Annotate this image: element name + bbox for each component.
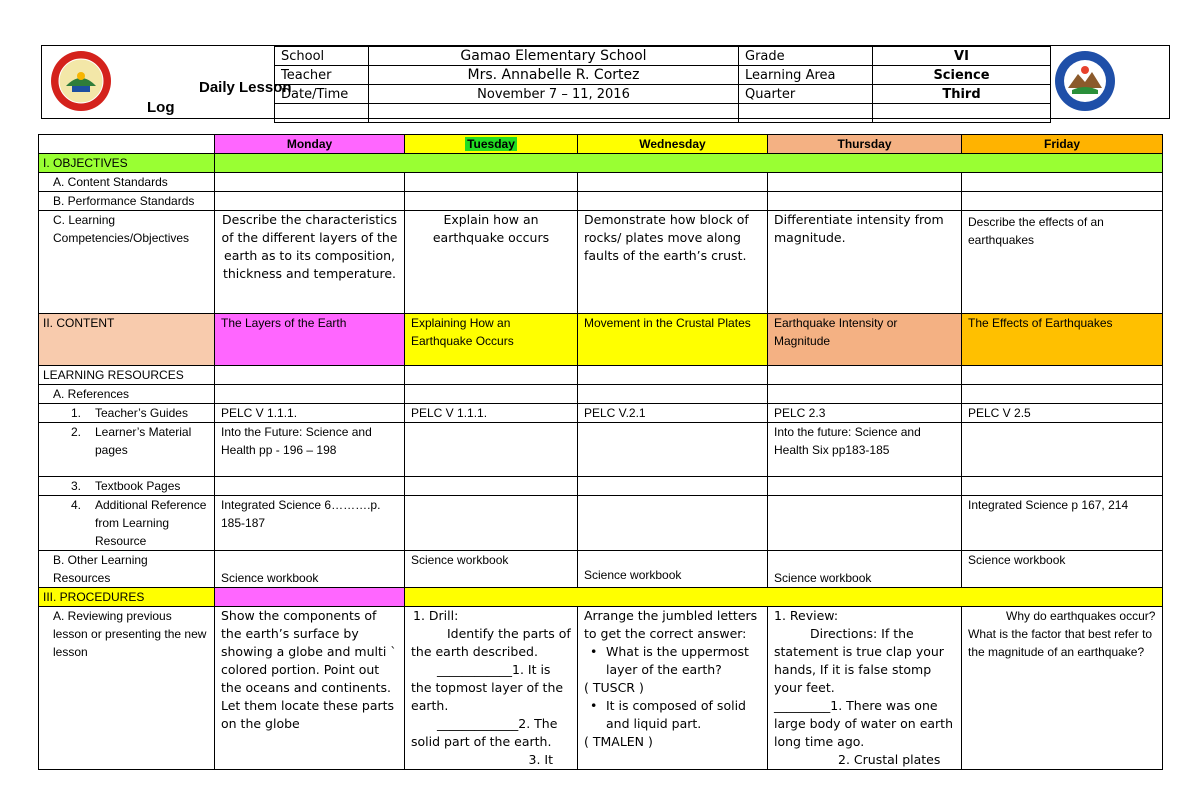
content-row: [39, 314, 1163, 366]
lm-tuesday: [405, 423, 578, 477]
references-row: [39, 385, 1163, 404]
school-value: Gamao Elementary School: [369, 47, 739, 66]
grade-label: Grade: [739, 47, 873, 66]
ar-tuesday: [405, 496, 578, 551]
lm-friday: [962, 423, 1163, 477]
content-wednesday: Movement in the Crustal Plates: [578, 314, 768, 366]
review-thursday: 1. Review: Directions: If the statement is true clap your hands, If it is false stomp your feet. _________1. There was one large body of water on earth long time ago. 2. Crustal plates: [768, 607, 962, 770]
review-friday: Why do earthquakes occur? What is the factor that best refer to the magnitude of an earthquake?: [962, 607, 1163, 770]
lm-monday: Into the Future: Science and Health pp - 196 – 198: [215, 423, 405, 477]
teachers-guide-label: 1. Teacher’s Guides: [39, 404, 215, 423]
content-standards-label: A. Content Standards: [39, 173, 215, 192]
quarter-label: Quarter: [739, 85, 873, 104]
review-wednesday: Arrange the jumbled letters to get the correct answer: • What is the uppermost layer of the earth? ( TUSCR ) • It is composed of solid and liquid part. ( TMALEN ): [578, 607, 768, 770]
content-tuesday: Explaining How an Earthquake Occurs: [405, 314, 578, 366]
datetime-value: November 7 – 11, 2016: [369, 85, 739, 104]
ar-thursday: [768, 496, 962, 551]
review-tuesday: 1. Drill: Identify the parts of the earth described. ____________1. It is the topmost layer of the earth. _____________2. The solid part of the earth. 3. It: [405, 607, 578, 770]
learning-area-value: Science: [873, 66, 1051, 85]
other-thursday: Science workbook: [768, 551, 962, 588]
day-friday: Friday: [962, 135, 1163, 154]
other-resources-label: B. Other Learning Resources: [39, 551, 215, 588]
competency-friday: Describe the effects of an earthquakes: [962, 211, 1163, 314]
content-standards-row: [39, 173, 1163, 192]
textbook-pages-label: 3. Textbook Pages: [39, 477, 215, 496]
corner-cell: [39, 135, 215, 154]
content-friday: The Effects of Earthquakes: [962, 314, 1163, 366]
teacher-label: Teacher: [275, 66, 369, 85]
other-tuesday: Science workbook: [405, 551, 578, 588]
content-label: II. CONTENT: [39, 314, 215, 366]
additional-reference-row: [39, 496, 1163, 551]
empty-cell: [739, 104, 873, 123]
review-label: A. Reviewing previous lesson or presenting the new lesson: [39, 607, 215, 770]
day-header-row: [39, 135, 1163, 154]
learners-material-row: [39, 423, 1163, 477]
procedures-label: III. PROCEDURES: [39, 588, 215, 607]
competency-wednesday: Demonstrate how block of rocks/ plates move along faults of the earth’s crust.: [578, 211, 768, 314]
teachers-guide-row: [39, 404, 1163, 423]
content-monday: The Layers of the Earth: [215, 314, 405, 366]
learning-resources-label: LEARNING RESOURCES: [39, 366, 215, 385]
competencies-label: C. Learning Competencies/Objectives: [39, 211, 215, 314]
lm-thursday: Into the future: Science and Health Six pp183-185: [768, 423, 962, 477]
competency-monday: Describe the characteristics of the different layers of the earth as to its composition, thickness and temperature.: [215, 211, 405, 314]
day-tuesday-label: Tuesday: [467, 137, 515, 151]
lesson-log-table: [38, 134, 1163, 770]
tg-wednesday: PELC V.2.1: [578, 404, 768, 423]
tg-monday: PELC V 1.1.1.: [215, 404, 405, 423]
objectives-band: [215, 154, 1163, 173]
competency-thursday: Differentiate intensity from magnitude.: [768, 211, 962, 314]
procedures-row: [39, 588, 1163, 607]
day-monday: Monday: [215, 135, 405, 154]
empty-cell: [275, 104, 369, 123]
procedures-band: [405, 588, 1163, 607]
tg-thursday: PELC 2.3: [768, 404, 962, 423]
textbook-pages-row: [39, 477, 1163, 496]
competencies-row: [39, 211, 1163, 314]
other-wednesday: Science workbook: [578, 551, 768, 588]
day-thursday: Thursday: [768, 135, 962, 154]
quarter-value: Third: [873, 85, 1051, 104]
grade-value: VI: [873, 47, 1051, 66]
objectives-row: [39, 154, 1163, 173]
datetime-label: Date/Time: [275, 85, 369, 104]
ar-friday: Integrated Science p 167, 214: [962, 496, 1163, 551]
additional-reference-label: 4. Additional Reference from Learning Resource: [39, 496, 215, 551]
teacher-value: Mrs. Annabelle R. Cortez: [369, 66, 739, 85]
header-info-grid: [274, 46, 1051, 123]
references-label: A. References: [39, 385, 215, 404]
other-friday: Science workbook: [962, 551, 1163, 588]
objectives-label: I. OBJECTIVES: [39, 154, 215, 173]
deped-seal-icon: [50, 50, 112, 112]
other-resources-row: [39, 551, 1163, 588]
performance-standards-label: B. Performance Standards: [39, 192, 215, 211]
day-wednesday: Wednesday: [578, 135, 768, 154]
review-monday: Show the components of the earth’s surface by showing a globe and multi ` colored portion. Point out the oceans and continents. Let them locate these parts on the globe: [215, 607, 405, 770]
empty-cell: [369, 104, 739, 123]
tg-tuesday: PELC V 1.1.1.: [405, 404, 578, 423]
bullet-icon: •: [590, 698, 598, 713]
lm-wednesday: [578, 423, 768, 477]
learning-area-label: Learning Area: [739, 66, 873, 85]
content-thursday: Earthquake Intensity or Magnitude: [768, 314, 962, 366]
procedures-monday: [215, 588, 405, 607]
dll-header: [41, 45, 1170, 119]
dll-title: Daily Lesson Log: [147, 79, 292, 116]
tg-friday: PELC V 2.5: [962, 404, 1163, 423]
ar-wednesday: [578, 496, 768, 551]
ar-monday: Integrated Science 6……….p. 185-187: [215, 496, 405, 551]
performance-standards-row: [39, 192, 1163, 211]
day-tuesday: [405, 135, 578, 154]
learners-material-label: 2. Learner’s Material pages: [39, 423, 215, 477]
competency-tuesday: Explain how an earthquake occurs: [405, 211, 578, 314]
school-seal-icon: [1054, 50, 1116, 112]
school-label: School: [275, 47, 369, 66]
review-row: [39, 607, 1163, 770]
other-monday: Science workbook: [215, 551, 405, 588]
learning-resources-row: [39, 366, 1163, 385]
bullet-icon: •: [590, 644, 598, 659]
empty-cell: [873, 104, 1051, 123]
